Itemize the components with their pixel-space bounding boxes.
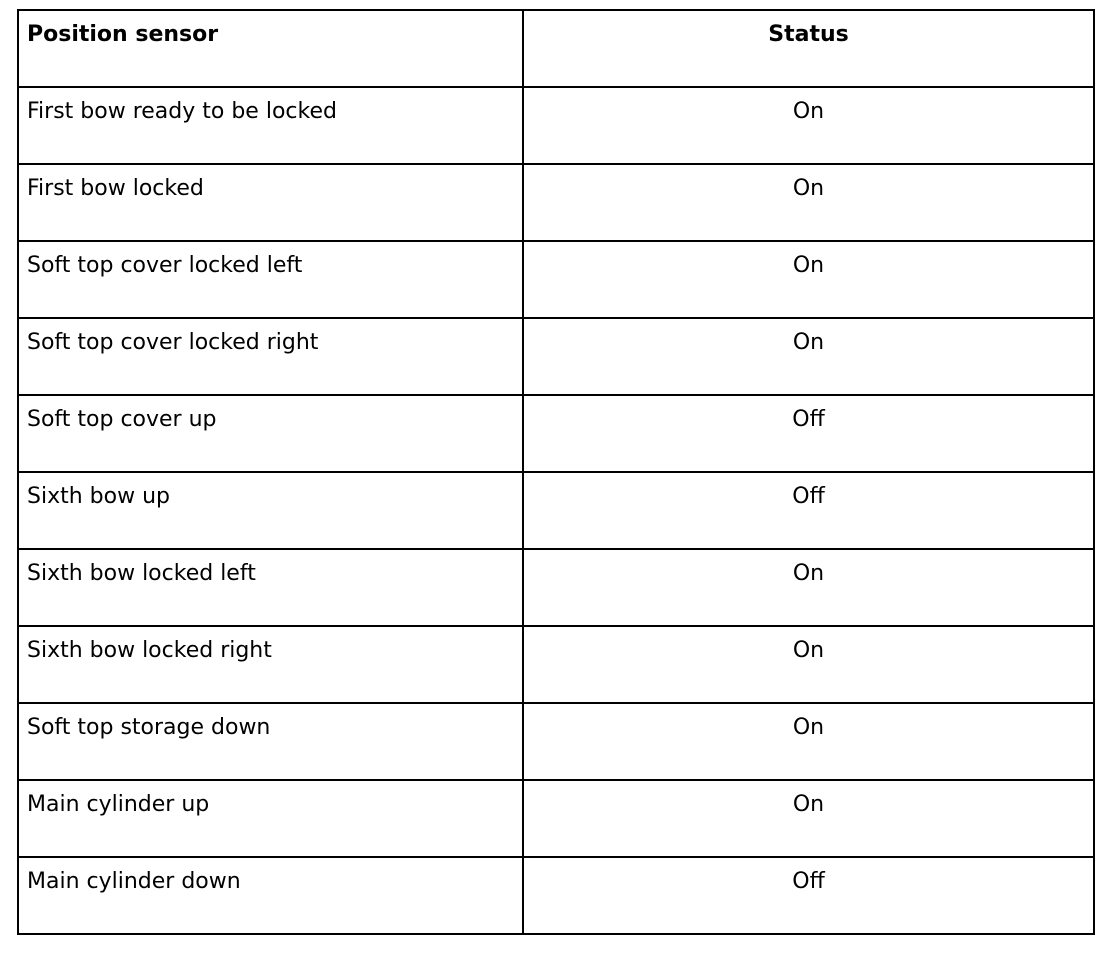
sensor-status-cell: Off xyxy=(523,857,1094,934)
sensor-name-cell: Soft top cover up xyxy=(18,395,523,472)
sensor-status-cell: On xyxy=(523,626,1094,703)
table-row xyxy=(18,87,1094,164)
sensor-name-cell: Soft top cover locked right xyxy=(18,318,523,395)
sensor-status-cell: On xyxy=(523,780,1094,857)
sensor-status-cell: On xyxy=(523,318,1094,395)
column-header-position-sensor: Position sensor xyxy=(18,10,523,87)
position-sensor-table xyxy=(17,9,1095,935)
table-header-row xyxy=(18,10,1094,87)
sensor-name-cell: Soft top cover locked left xyxy=(18,241,523,318)
table-row xyxy=(18,549,1094,626)
table-row xyxy=(18,626,1094,703)
sensor-status-cell: Off xyxy=(523,472,1094,549)
sensor-status-cell: On xyxy=(523,164,1094,241)
sensor-name-cell: Main cylinder down xyxy=(18,857,523,934)
sensor-name-cell: First bow ready to be locked xyxy=(18,87,523,164)
table-row xyxy=(18,241,1094,318)
table-row xyxy=(18,318,1094,395)
sensor-name-cell: Soft top storage down xyxy=(18,703,523,780)
sensor-name-cell: Sixth bow locked right xyxy=(18,626,523,703)
sensor-status-cell: On xyxy=(523,703,1094,780)
sensor-status-cell: Off xyxy=(523,395,1094,472)
table-row xyxy=(18,164,1094,241)
table-row xyxy=(18,395,1094,472)
sensor-name-cell: First bow locked xyxy=(18,164,523,241)
sensor-status-cell: On xyxy=(523,549,1094,626)
sensor-name-cell: Main cylinder up xyxy=(18,780,523,857)
sensor-name-cell: Sixth bow up xyxy=(18,472,523,549)
table-row xyxy=(18,780,1094,857)
table-row xyxy=(18,703,1094,780)
table-row xyxy=(18,857,1094,934)
table-row xyxy=(18,472,1094,549)
sensor-status-cell: On xyxy=(523,241,1094,318)
sensor-name-cell: Sixth bow locked left xyxy=(18,549,523,626)
sensor-status-cell: On xyxy=(523,87,1094,164)
column-header-status: Status xyxy=(523,10,1094,87)
